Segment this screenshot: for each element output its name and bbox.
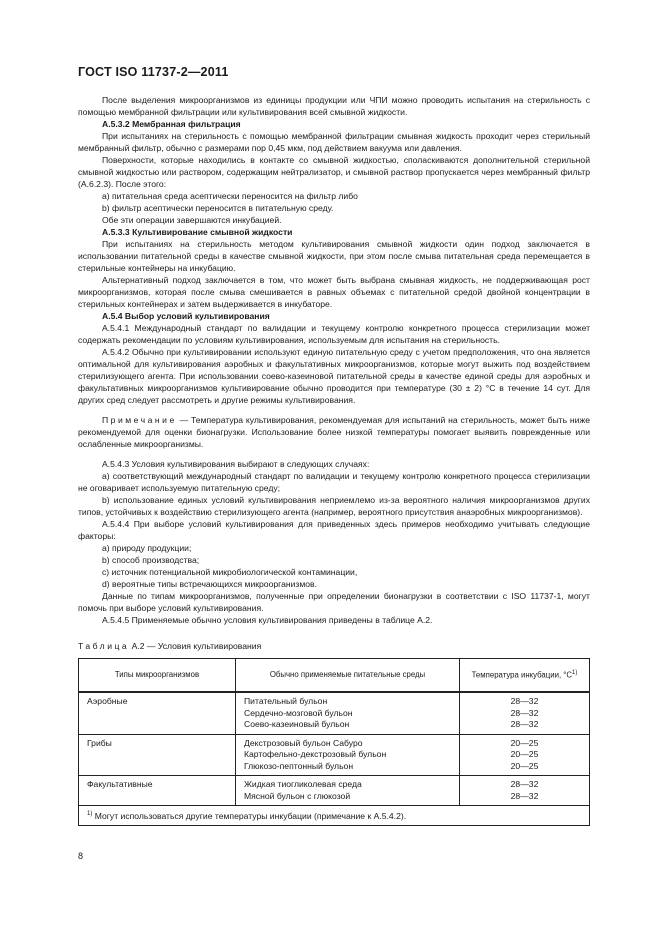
paragraph: А.5.4.1 Международный стандарт по валидации и текущему контролю конкретного процесса стерилизации может содержать рекомендации по условиям культивирования, используемым для испытания на стерильность. [78,323,590,345]
note-text: — Температура культивирования, рекомендуемая для испытаний на стерильность, может быть ниже рекомендуемой для оценки бионагрузки. Использование более низкой температуры помогает выявить поврежденные или ослабленные микроорганизмы. [78,415,590,449]
media-item: Картофельно-декстрозовый бульон [244,749,387,759]
temp-cell [460,734,590,776]
footnote-text: Могут использоваться другие температуры инкубации (примечание к А.5.4.2). [92,810,407,821]
document-header: ГОСТ ISO 11737-2—2011 [78,65,229,79]
list-item: b) способ производства; [102,555,200,565]
paragraph: А.5.4.4 При выборе условий культивирования для приведенных здесь примеров необходимо учитывать следующие факторы: [78,519,590,541]
footnote-ref: 1) [572,670,578,677]
media-item: Жидкая тиогликолевая среда [244,779,362,789]
media-item: Декстрозовый бульон Сабуро [244,737,363,748]
temp-item: 28—32 [510,696,539,706]
paragraph: b) использование единых условий культивирования неприемлемо из-за вероятного наличия микроорганизмов других типов, устойчивых к воздействию стерилизующего агента (например, вероятного присутствия анаэробных микроорганизмов). [78,495,590,517]
paragraph: Альтернативный подход заключается в том, что может быть выбрана смывная жидкость, не поддерживающая рост микроорганизмов, которая после смыва смешивается в равных объемах с питательной средой двойной концентрации в стерильных контейнерах и затем выдерживается в инкубаторе. [78,275,590,309]
section-heading: А.5.4 Выбор условий культивирования [102,311,270,321]
temp-item: 28—32 [510,779,539,789]
list-item: b) фильтр асептически переносится в питательную среду. [102,203,334,213]
note-label: Примечание [102,415,177,425]
type-cell: Факультативные [79,776,236,806]
table-footnote-row [79,806,590,826]
column-header: Обычно применяемые питательные среды [236,659,460,693]
media-item: Питательный бульон [244,696,328,706]
type-cell: Аэробные [79,692,236,734]
list-item: a) природу продукции; [102,543,192,553]
table-row [79,692,590,734]
column-header: Типы микроорганизмов [79,659,236,693]
paragraph: После выделения микроорганизмов из единицы продукции или ЧПИ можно проводить испытания на стерильность с помощью мембранной фильтрации или культивирования всей смывной жидкости. [78,95,590,117]
type-cell: Грибы [79,734,236,776]
note [78,414,590,450]
paragraph: А.5.4.5 Применяемые обычно условия культивирования приведены в таблице А.2. [102,615,433,625]
table-footnote [79,806,590,826]
table-row [79,776,590,806]
page-number: 8 [78,851,84,861]
temp-item: 20—25 [510,749,539,759]
media-item: Соево-казеиновый бульон [244,719,350,729]
paragraph: А.5.4.3 Условия культивирования выбирают в следующих случаях: [102,459,370,469]
temp-item: 28—32 [510,719,539,729]
temp-cell [460,692,590,734]
temp-item: 28—32 [510,707,539,718]
media-cell [236,692,460,734]
media-item: Мясной бульон с глюкозой [244,790,351,801]
column-header-text: Температура инкубации, °С [471,671,573,681]
paragraph: Обе эти операции завершаются инкубацией. [102,215,282,225]
footnote-mark: 1) [87,811,93,817]
temp-item: 20—25 [510,737,539,748]
temp-item: 28—32 [510,790,539,801]
table-caption-label: Таблица [78,641,130,651]
media-cell [236,734,460,776]
temp-cell [460,776,590,806]
column-header [460,659,590,693]
section-heading: А.5.3.2 Мембранная фильтрация [102,119,241,129]
temp-item: 20—25 [510,760,539,771]
paragraph: Данные по типам микроорганизмов, полученные при определении бионагрузки в соответствии с ISO 11737-1, могут помочь при выборе условий культивирования. [78,591,590,613]
document-body [78,94,590,826]
table-caption [78,640,590,652]
paragraph: А.5.4.2 Обычно при культивировании используют единую питательную среду с учетом предположения, что она является оптимальной для культивирования аэробных и факультативных микроорганизмов, которые могут выжить под воздействием стерилизующего агента. При использовании соево-казеиновой питательной среды в качестве единой среды для аэробных и факультативных микроорганизмов культивирование обычно проводится при температуре (30 ± 2) °С в течение 14 сут. Для других сред следует рассмотреть и другие режимы культивирования. [78,347,590,405]
paragraph: a) соответствующий международный стандарт по валидации и текущему контролю конкретного процесса стерилизации не оговаривает используемую питательную среду; [78,471,590,493]
table-header-row [79,659,590,693]
media-cell [236,776,460,806]
paragraph: При испытаниях на стерильность методом культивирования смывной жидкости один подход заключается в использовании питательной среды в качестве смывной жидкости, при этом после смыва питательная среда перемещается в стерильные контейнеры на инкубацию. [78,239,590,273]
cultivation-conditions-table [78,658,590,826]
table-caption-text: А.2 — Условия культивирования [129,641,262,651]
media-item: Глюкозо-пептонный бульон [244,760,354,771]
section-heading: А.5.3.3 Культивирование смывной жидкости [102,227,293,237]
list-item: d) вероятные типы встречающихся микроорганизмов. [102,579,317,589]
media-item: Сердечно-мозговой бульон [244,707,353,718]
list-item: c) источник потенциальной микробиологической контаминации, [102,567,358,577]
paragraph: Поверхности, которые находились в контакте со смывной жидкостью, споласкиваются дополнительной стерильной смывной жидкостью или раствором, содержащим нейтрализатор, и смывной раствор пропускается через мембранный фильтр (А.6.2.3). После этого: [78,155,590,189]
table-row [79,734,590,776]
paragraph: При испытаниях на стерильность с помощью мембранной фильтрации смывная жидкость проходит через стерильный мембранный фильтр, обычно с размерами пор 0,45 мкм, под действием вакуума или давления. [78,131,590,153]
list-item: a) питательная среда асептически переносится на фильтр либо [102,191,358,201]
